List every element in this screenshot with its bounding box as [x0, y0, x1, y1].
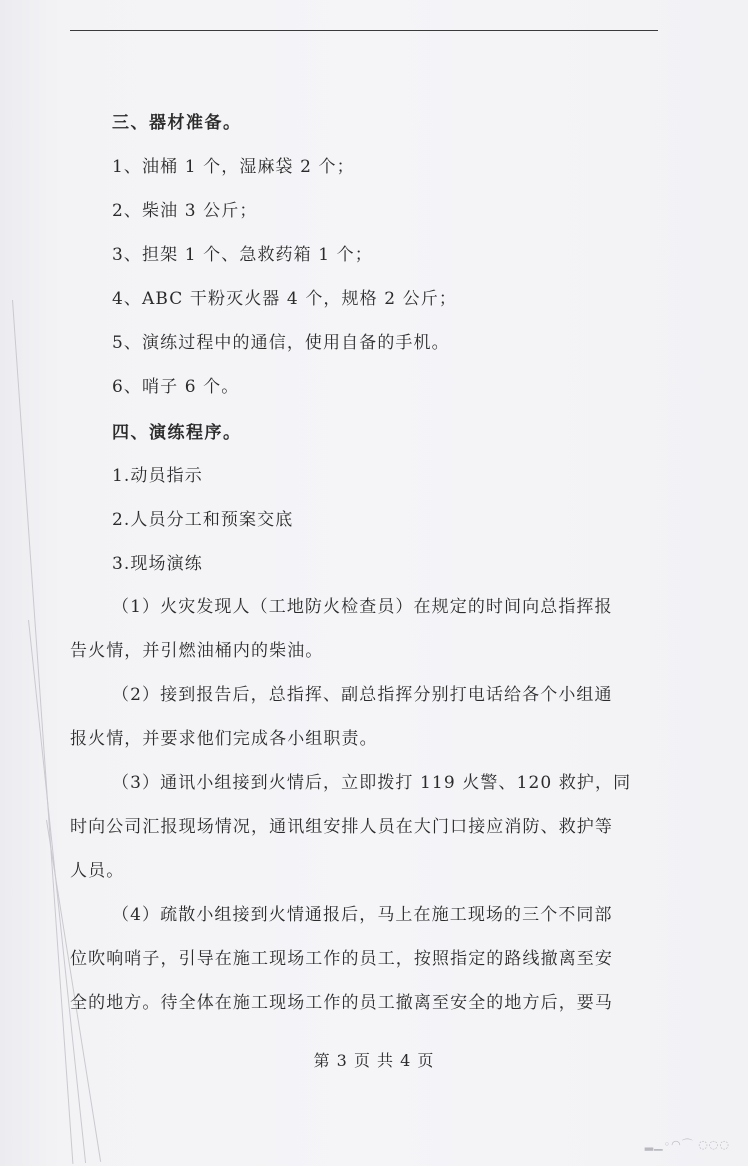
page-number-footer: 第 3 页 共 4 页 [313, 1051, 435, 1070]
paragraph-line: 全的地方。待全体在施工现场工作的员工撤离至安全的地方后，要马 [70, 993, 613, 1013]
paragraph-line: 告火情，并引燃油桶内的柴油。 [70, 641, 324, 661]
watermark-mark: ▂▁◦◠⌒ ◌◌◌ [644, 1138, 730, 1151]
paragraph-line: 时向公司汇报现场情况，通讯组安排人员在大门口接应消防、救护等 [70, 817, 613, 837]
equipment-item: 6、哨子 6 个。 [112, 377, 240, 397]
equipment-item: 1、油桶 1 个，湿麻袋 2 个； [112, 157, 355, 177]
paragraph-line: （3）通讯小组接到火情后，立即拨打 119 火警、120 救护，同 [112, 773, 632, 793]
paragraph-line: （2）接到报告后，总指挥、副总指挥分别打电话给各个小组通 [112, 685, 613, 705]
section-heading-procedure: 四、演练程序。 [112, 423, 242, 443]
paragraph-line: （1）火灾发现人（工地防火检查员）在规定的时间向总指挥报 [112, 597, 613, 617]
paragraph-line: 报火情，并要求他们完成各小组职责。 [70, 729, 378, 749]
header-rule [70, 30, 658, 31]
paragraph-line: 人员。 [70, 861, 125, 881]
procedure-step: 3.现场演练 [112, 554, 203, 574]
paragraph-line: （4）疏散小组接到火情通报后，马上在施工现场的三个不同部 [112, 905, 613, 925]
procedure-step: 2.人员分工和预案交底 [112, 510, 294, 530]
equipment-item: 5、演练过程中的通信，使用自备的手机。 [112, 333, 450, 353]
equipment-item: 3、担架 1 个、急救药箱 1 个； [112, 245, 373, 265]
procedure-step: 1.动员指示 [112, 466, 203, 486]
section-heading-equipment: 三、器材准备。 [112, 113, 242, 133]
equipment-item: 4、ABC 干粉灭火器 4 个，规格 2 公斤； [112, 289, 457, 309]
paragraph-line: 位吹响哨子，引导在施工现场工作的员工，按照指定的路线撤离至安 [70, 949, 613, 969]
page-edge-shadow [12, 300, 73, 1164]
equipment-item: 2、柴油 3 公斤； [112, 201, 258, 221]
